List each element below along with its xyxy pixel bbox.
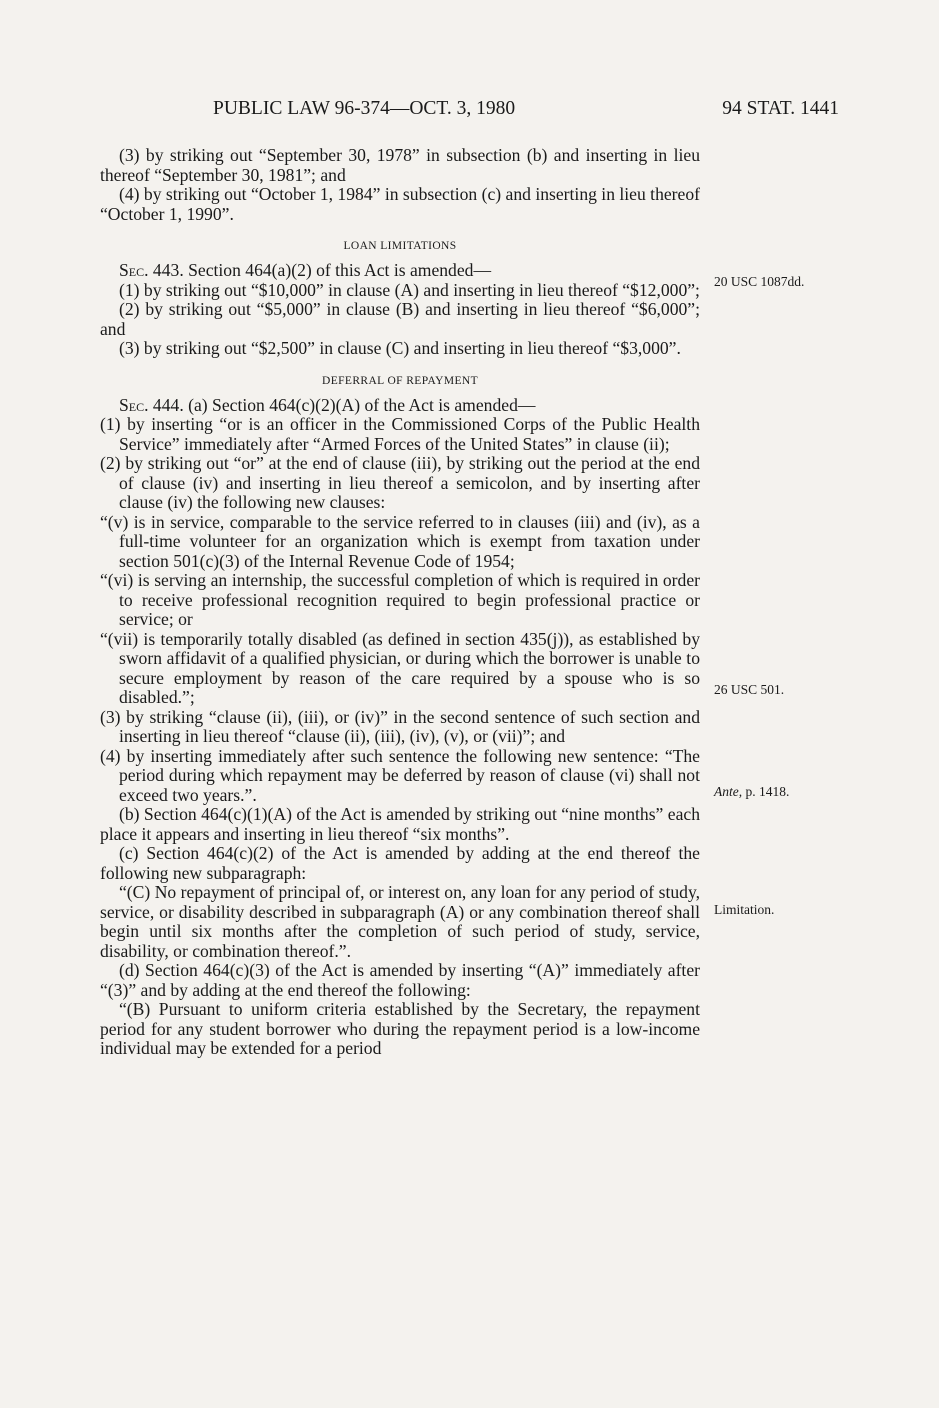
paragraph: (3) by striking out “$2,500” in clause (C) and inserting in lieu thereof “$3,000”. <box>119 338 681 358</box>
statute-body <box>100 146 700 1059</box>
quoted-subparagraph: “(B) Pursuant to uniform criteria established by the Secretary, the repayment period for any student borrower who during the repayment period is a low-income individual may be extended for a period <box>100 999 700 1058</box>
section-443-lead <box>100 261 700 281</box>
section-heading-loan-limitations: LOAN LIMITATIONS <box>343 240 457 252</box>
section-lead-text: 444. (a) Section 464(c)(2)(A) of the Act is amended— <box>148 394 536 415</box>
paragraph: (3) by striking out “September 30, 1978” in subsection (b) and inserting in lieu thereof “September 30, 1981”; and <box>100 145 700 185</box>
paragraph: (2) by striking out “or” at the end of clause (iii), by striking out the period at the end of clause (iv) and inserting in lieu thereof a semicolon, and by inserting after clause (iv) the following new clauses: <box>100 453 700 512</box>
paragraph: (1) by inserting “or is an officer in the Commissioned Corps of the Public Health Service” immediately after “Armed Forces of the United States” in clause (ii); <box>100 414 700 454</box>
margin-note-citation: 26 USC 501. <box>714 682 785 697</box>
paragraph: (1) by striking out “$10,000” in clause (A) and inserting in lieu thereof “$12,000”; <box>119 279 700 300</box>
section-lead-text: 443. Section 464(a)(2) of this Act is amended— <box>148 260 492 280</box>
paragraph: (4) by inserting immediately after such sentence the following new sentence: “The period during which repayment may be deferred by reason of clause (vi) shall not exceed two years.”. <box>100 745 700 805</box>
section-444-lead <box>100 396 700 416</box>
running-header-title: PUBLIC LAW 96-374—OCT. 3, 1980 <box>213 98 516 119</box>
running-header-page-number: 94 STAT. 1441 <box>722 98 839 119</box>
paragraph: (4) by striking out “October 1, 1984” in subsection (c) and inserting in lieu thereof “October 1, 1990”. <box>100 184 700 224</box>
quoted-clause: “(v) is in service, comparable to the service referred to in clauses (iii) and (iv), as a full-time volunteer for an organization which is exempt from taxation under section 501(c)(3) of the Internal Revenue Code of 1954; <box>100 511 700 571</box>
paragraph: (2) by striking out “$5,000” in clause (B) and inserting in lieu thereof “$6,000”; and <box>100 299 700 339</box>
section-heading-deferral-of-repayment: DEFERRAL OF REPAYMENT <box>321 374 478 387</box>
margin-note-citation: 20 USC 1087dd. <box>714 274 805 289</box>
paragraph: (d) Section 464(c)(3) of the Act is amended by inserting “(A)” immediately after “(3)” and by adding at the end thereof the following: <box>100 960 700 1000</box>
section-label: Sec. <box>119 260 149 280</box>
quoted-clause: “(vi) is serving an internship, the successful completion of which is required in order to receive professional recognition required to begin professional practice or service; or <box>100 570 700 629</box>
paragraph: (c) Section 464(c)(2) of the Act is amended by adding at the end thereof the following new subparagraph: <box>100 843 700 883</box>
margin-note-limitation: Limitation. <box>714 902 775 917</box>
section-label: Sec. <box>119 394 149 415</box>
paragraph: (3) by striking “clause (ii), (iii), or (iv)” in the second sentence of such section and inserting in lieu thereof “clause (ii), (iii), (iv), (v), or (vii)”; and <box>100 706 700 746</box>
quoted-clause: “(vii) is temporarily totally disabled (as defined in section 435(j)), as established by sworn affidavit of a qualified physician, or during which the borrower is unable to secure employment by reason of the care required by a spouse who is so disabled.”; <box>100 628 700 707</box>
paragraph: (b) Section 464(c)(1)(A) of the Act is amended by striking out “nine months” each place it appears and inserting in lieu thereof “six months”. <box>100 804 700 844</box>
margin-note-citation: Ante, p. 1418. <box>714 784 790 799</box>
quoted-subparagraph: “(C) No repayment of principal of, or interest on, any loan for any period of study, service, or disability described in subparagraph (A) or any combination thereof shall begin until six months after the completion of such period of study, service, disability, or combination thereof.”. <box>100 882 700 961</box>
